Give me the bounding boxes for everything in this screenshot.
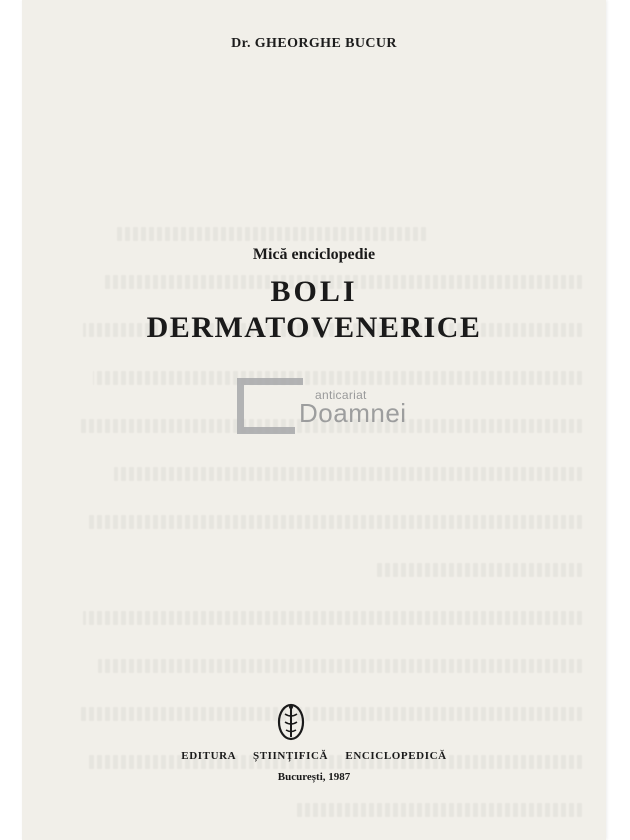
publication-place-year: București, 1987: [277, 771, 351, 783]
watermark: [237, 378, 437, 438]
author-name: Dr. GHEORGHE BUCUR: [231, 36, 397, 51]
publisher-name: EDITURA ȘTIINȚIFICĂ ENCICLOPEDICĂ: [181, 750, 447, 762]
book-title-line1: BOLI: [270, 275, 358, 308]
watermark-big-text: Doamnei: [299, 398, 407, 428]
watermark-frame: [237, 378, 295, 434]
watermark-small-text: anticariat: [315, 388, 367, 402]
book-title-line2: DERMATOVENERICE: [146, 311, 482, 344]
book-subtitle: Mică enciclopedie: [252, 246, 376, 263]
title-page: [22, 0, 606, 840]
publisher-emblem-icon: [276, 702, 306, 742]
